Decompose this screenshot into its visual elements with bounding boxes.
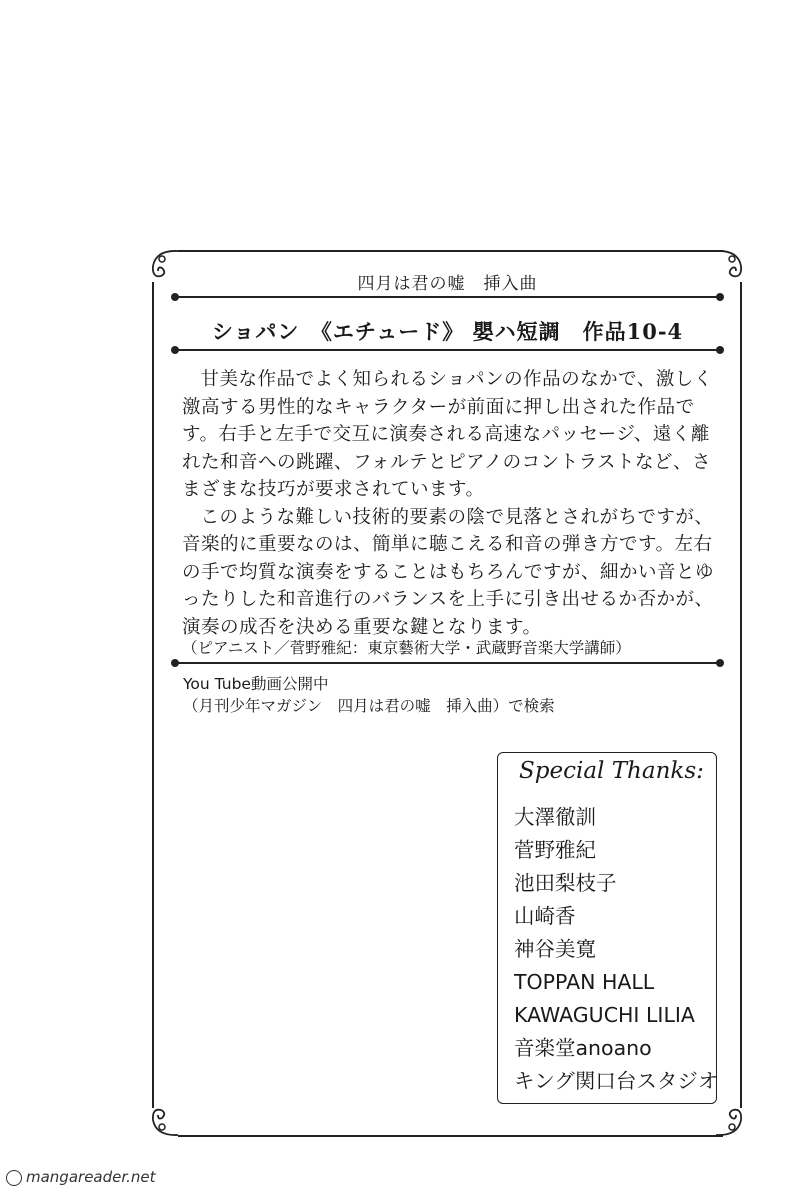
piece-title: ショパン 《エチュード》 嬰ハ短調 作品10-4 bbox=[211, 319, 684, 344]
header-title: 四月は君の嘘 挿入曲 bbox=[357, 274, 538, 294]
watermark-text: mangareader.net bbox=[26, 1168, 156, 1186]
frame-bottom-line bbox=[178, 1135, 723, 1137]
corner-flourish-icon bbox=[716, 248, 746, 278]
header-divider bbox=[175, 296, 720, 298]
thanks-name: 音楽堂anoano bbox=[514, 1036, 652, 1060]
thanks-name: TOPPAN HALL bbox=[514, 970, 655, 994]
corner-flourish-icon bbox=[716, 1108, 746, 1138]
thanks-name: 大澤徹訓 bbox=[514, 805, 596, 829]
frame-top-line bbox=[178, 250, 723, 252]
description-paragraph: 甘美な作品でよく知られるショパンの作品のなかで、激しく激高する男性的なキャラクターが前面に押し出された作品です。右手と左手で交互に演奏される高速なパッセージ、遠く離れた和音への跳躍、フォルテとピアノのコントラストなど、さまざまな技巧が要求されています。 bbox=[182, 369, 713, 500]
thanks-name: 菅野雅紀 bbox=[514, 838, 596, 862]
youtube-search-line: （月刊少年マガジン 四月は君の嘘 挿入曲）で検索 bbox=[183, 697, 555, 715]
description-paragraph: このような難しい技術的要素の陰で見落とされがちですが、音楽的に重要なのは、簡単に聴こえる和音の弾き方です。左右の手で均質な演奏をすることはもちろんですが、細かい音とゆったりした和音進行のバランスを上手に引き出せるか否かが、演奏の成否を決める重要な鍵となります。 bbox=[182, 506, 715, 638]
youtube-line: You Tube動画公開中 bbox=[183, 675, 329, 693]
description-text bbox=[182, 366, 722, 641]
special-thanks-list bbox=[514, 801, 718, 1098]
pianist-credit: （ピアニスト／菅野雅紀：東京藝術大学・武蔵野音楽大学講師） bbox=[182, 639, 631, 657]
youtube-notice bbox=[183, 673, 555, 717]
thanks-name: 池田梨枝子 bbox=[514, 871, 617, 895]
frame-right-line bbox=[740, 282, 742, 1108]
watermark bbox=[6, 1168, 156, 1186]
thanks-name: 神谷美寛 bbox=[514, 937, 596, 961]
corner-flourish-icon bbox=[148, 1108, 178, 1138]
watermark-logo-icon bbox=[6, 1170, 22, 1186]
title-divider bbox=[175, 349, 720, 351]
thanks-name: 山崎香 bbox=[514, 904, 576, 928]
body-divider bbox=[175, 662, 720, 664]
thanks-name: KAWAGUCHI LILIA bbox=[514, 1003, 695, 1027]
thanks-name: キング関口台スタジオ bbox=[514, 1069, 719, 1093]
special-thanks-title: Special Thanks: bbox=[519, 758, 704, 784]
corner-flourish-icon bbox=[148, 248, 178, 278]
frame-left-line bbox=[152, 282, 154, 1108]
